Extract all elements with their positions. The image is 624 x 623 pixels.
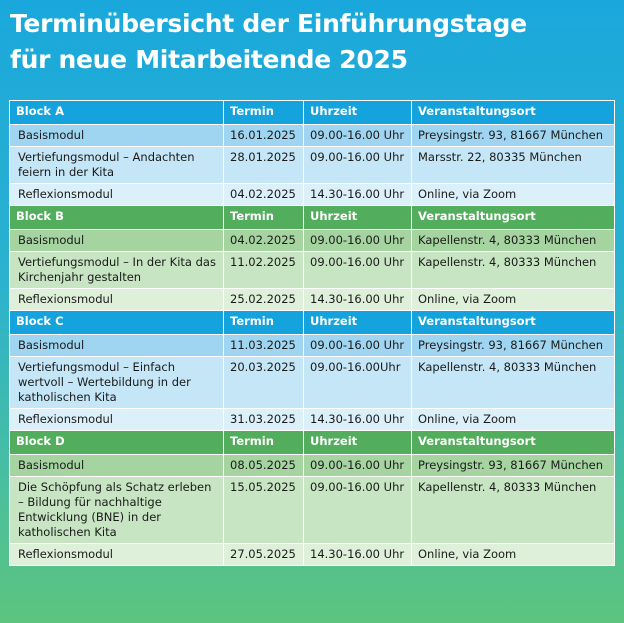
termin-cell: 27.05.2025 [224,544,304,566]
termin-cell: 04.02.2025 [224,184,304,206]
uhrzeit-cell: 09.00-16.00 Uhr [304,147,412,184]
block-a [10,101,615,206]
block-b [10,206,615,311]
block-header-row [10,311,615,335]
termin-cell: 31.03.2025 [224,409,304,431]
termin-cell: 28.01.2025 [224,147,304,184]
ort-cell: Online, via Zoom [412,409,615,431]
uhrzeit-cell: 09.00-16.00 Uhr [304,455,412,477]
modul-cell: Basismodul [10,230,224,252]
modul-cell: Basismodul [10,455,224,477]
ort-cell: Online, via Zoom [412,184,615,206]
title-line-1: Terminübersicht der Einführungstage [10,9,527,38]
table-row [10,357,615,409]
uhrzeit-cell: 09.00-16.00Uhr [304,357,412,409]
table-row [10,455,615,477]
uhrzeit-cell: 14.30-16.00 Uhr [304,184,412,206]
uhrzeit-cell: 09.00-16.00 Uhr [304,252,412,289]
modul-cell: Basismodul [10,125,224,147]
ort-header: Veranstaltungsort [412,431,615,455]
uhrzeit-cell: 14.30-16.00 Uhr [304,409,412,431]
modul-cell: Vertiefungsmodul – Einfach wertvoll – Wertebildung in der katholischen Kita [10,357,224,409]
ort-header: Veranstaltungsort [412,101,615,125]
termin-header: Termin [224,311,304,335]
block-name: Block C [10,311,224,335]
table-row [10,125,615,147]
ort-cell: Preysingstr. 93, 81667 München [412,335,615,357]
ort-cell: Preysingstr. 93, 81667 München [412,455,615,477]
termin-cell: 16.01.2025 [224,125,304,147]
modul-cell: Reflexionsmodul [10,289,224,311]
block-name: Block A [10,101,224,125]
termin-header: Termin [224,431,304,455]
ort-cell: Kapellenstr. 4, 80333 München [412,252,615,289]
block-name: Block B [10,206,224,230]
ort-cell: Kapellenstr. 4, 80333 München [412,477,615,544]
termin-cell: 08.05.2025 [224,455,304,477]
table-row [10,230,615,252]
uhrzeit-cell: 09.00-16.00 Uhr [304,230,412,252]
uhrzeit-header: Uhrzeit [304,101,412,125]
modul-cell: Vertiefungsmodul – Andachten feiern in der Kita [10,147,224,184]
block-header-row [10,431,615,455]
uhrzeit-cell: 14.30-16.00 Uhr [304,544,412,566]
table-row [10,147,615,184]
termin-cell: 15.05.2025 [224,477,304,544]
ort-cell: Online, via Zoom [412,544,615,566]
uhrzeit-cell: 09.00-16.00 Uhr [304,125,412,147]
modul-cell: Reflexionsmodul [10,544,224,566]
table-row [10,544,615,566]
uhrzeit-header: Uhrzeit [304,431,412,455]
modul-cell: Basismodul [10,335,224,357]
table-row [10,252,615,289]
modul-cell: Vertiefungsmodul – In der Kita das Kirchenjahr gestalten [10,252,224,289]
ort-cell: Kapellenstr. 4, 80333 München [412,230,615,252]
block-header-row [10,101,615,125]
ort-cell: Online, via Zoom [412,289,615,311]
block-d [10,431,615,566]
page-title [10,6,614,78]
uhrzeit-header: Uhrzeit [304,311,412,335]
uhrzeit-cell: 14.30-16.00 Uhr [304,289,412,311]
table-row [10,289,615,311]
block-header-row [10,206,615,230]
ort-cell: Kapellenstr. 4, 80333 München [412,357,615,409]
ort-cell: Marsstr. 22, 80335 München [412,147,615,184]
table-row [10,184,615,206]
table-row [10,335,615,357]
modul-cell: Reflexionsmodul [10,409,224,431]
termin-cell: 25.02.2025 [224,289,304,311]
modul-cell: Reflexionsmodul [10,184,224,206]
ort-header: Veranstaltungsort [412,311,615,335]
title-line-2: für neue Mitarbeitende 2025 [10,45,408,74]
termin-header: Termin [224,101,304,125]
block-name: Block D [10,431,224,455]
uhrzeit-header: Uhrzeit [304,206,412,230]
termin-cell: 11.02.2025 [224,252,304,289]
uhrzeit-cell: 09.00-16.00 Uhr [304,335,412,357]
ort-cell: Preysingstr. 93, 81667 München [412,125,615,147]
table-row [10,409,615,431]
uhrzeit-cell: 09.00-16.00 Uhr [304,477,412,544]
modul-cell: Die Schöpfung als Schatz erleben – Bildung für nachhaltige Entwicklung (BNE) in der katholischen Kita [10,477,224,544]
ort-header: Veranstaltungsort [412,206,615,230]
schedule-table [9,100,615,566]
termin-cell: 04.02.2025 [224,230,304,252]
block-c [10,311,615,431]
table-row [10,477,615,544]
termin-cell: 20.03.2025 [224,357,304,409]
termin-cell: 11.03.2025 [224,335,304,357]
termin-header: Termin [224,206,304,230]
